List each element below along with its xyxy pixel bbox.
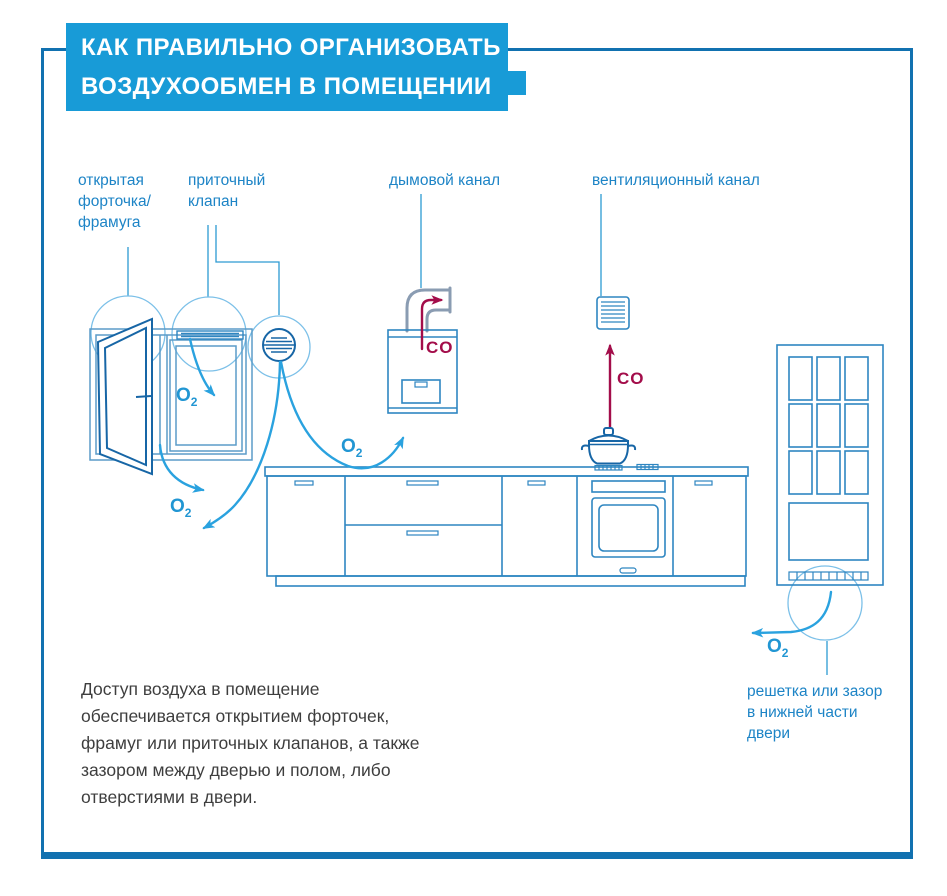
oxygen-labels [170, 385, 789, 660]
handle [528, 481, 545, 485]
leader-lines [128, 194, 827, 675]
boiler [388, 288, 457, 413]
label-smoke-channel: дымовой канал [389, 172, 501, 189]
oven-door [592, 498, 665, 557]
door-leaf [777, 345, 883, 585]
handle [407, 531, 438, 535]
wall-supply-valve [263, 329, 295, 361]
door-panel [789, 503, 868, 560]
plinth [276, 576, 745, 586]
cabinet-face [267, 476, 746, 576]
description-paragraph: Доступ воздуха в помещение обеспечивается открытием форточек, фрамуг или приточных клапанов, а также зазором между дверью и полом, либо отверстиями в двери. [81, 679, 420, 807]
pot [582, 428, 658, 470]
pot-handle-right [628, 446, 635, 451]
o2-arrow-door [753, 592, 831, 633]
oven-control-panel [592, 481, 665, 492]
label-door-grille: решетка или зазор в нижней части двери [747, 683, 883, 742]
kitchen-counter [265, 467, 748, 586]
door-bottom-grille [789, 572, 868, 580]
o2-label-counter: $O_2$ [341, 436, 363, 460]
handle [407, 481, 438, 485]
handle [695, 481, 712, 485]
oven-drawer-handle [620, 568, 636, 573]
circle-door-grille [788, 566, 862, 640]
title-line-1: КАК ПРАВИЛЬНО ОРГАНИЗОВАТЬ [81, 34, 501, 61]
smoke-duct [407, 288, 450, 331]
co-flow-stove [610, 346, 645, 427]
o2-label-window: $O_2$ [176, 385, 198, 409]
highlight-circles [91, 296, 862, 640]
countertop [265, 467, 748, 476]
oxygen-flows [160, 339, 831, 633]
co-label-boiler: CO [426, 338, 454, 357]
door-glass-grid [789, 357, 868, 494]
handle [295, 481, 313, 485]
vent-grille [597, 297, 629, 329]
oven-window [599, 505, 658, 551]
pot-handle-left [582, 446, 589, 451]
label-vent-channel: вентиляционный канал [592, 172, 760, 189]
oven [592, 481, 665, 573]
pot-lid-knob [604, 428, 613, 435]
door [777, 345, 883, 585]
title-line-2: ВОЗДУХООБМЕН В ПОМЕЩЕНИИ [81, 73, 492, 100]
co-label-stove: CO [617, 369, 645, 388]
o2-label-window-bottom: $O_2$ [170, 496, 192, 520]
label-open-window: открытая форточка/ фрамуга [78, 172, 151, 231]
label-supply-valve: приточный клапан [188, 172, 266, 210]
window-drawing [90, 319, 252, 474]
open-sash [98, 319, 152, 474]
boiler-panel [402, 380, 440, 403]
window-handle [136, 396, 151, 397]
o2-label-door: $O_2$ [767, 636, 789, 660]
